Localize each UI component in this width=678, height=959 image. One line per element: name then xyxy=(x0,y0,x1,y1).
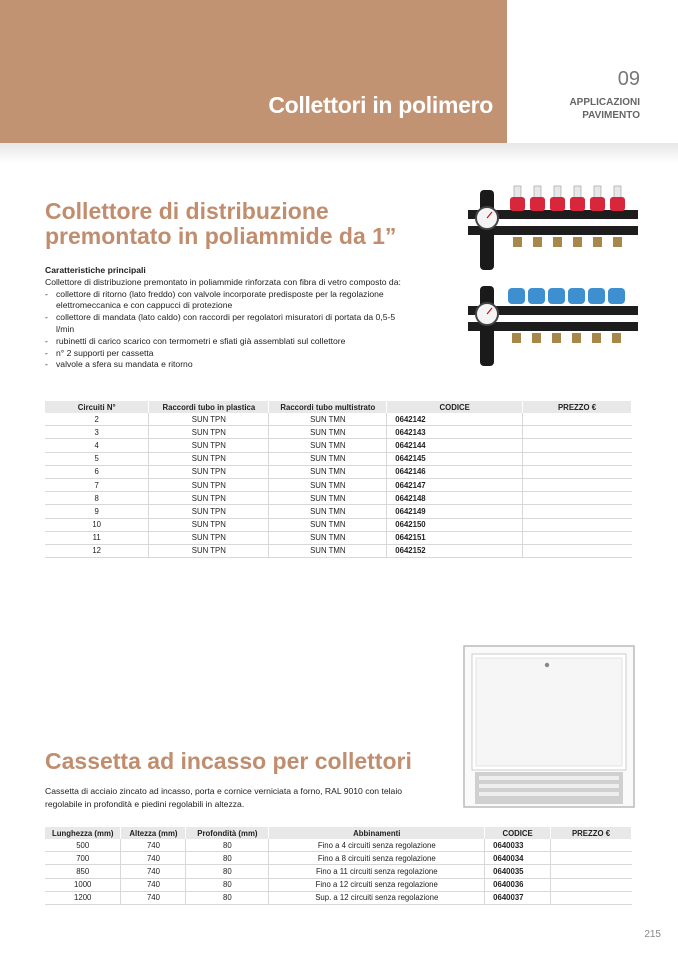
table-cell: SUN TMN xyxy=(269,518,387,531)
table-cell: 0642145 xyxy=(387,452,523,465)
table-cell: 740 xyxy=(121,878,186,891)
cabinet-price-table xyxy=(45,827,632,905)
table-cell: 80 xyxy=(186,865,269,878)
features-intro: Collettore di distribuzione premontato in poliammide rinforzata con fibra di vetro composto da: xyxy=(45,276,401,287)
table-row xyxy=(45,505,632,518)
table-cell: Fino a 4 circuiti senza regolazione xyxy=(269,839,485,852)
feature-item: - collettore di mandata (lato caldo) con raccordi per regolatori misuratori di portata da 0,5-5 l/min xyxy=(45,312,413,336)
table-cell: SUN TPN xyxy=(149,492,269,505)
table-cell: 740 xyxy=(121,865,186,878)
table-cell: SUN TPN xyxy=(149,465,269,478)
table-cell: 11 xyxy=(45,531,149,544)
table-cell xyxy=(523,531,632,544)
table-cell xyxy=(523,505,632,518)
table-cell: 0642152 xyxy=(387,544,523,557)
table-cell: 1000 xyxy=(45,878,121,891)
table-cell: 0640033 xyxy=(485,839,551,852)
table-row xyxy=(45,439,632,452)
table-cell: 740 xyxy=(121,852,186,865)
table-cell: SUN TMN xyxy=(269,413,387,426)
table-cell: 0640037 xyxy=(485,891,551,904)
feature-item: - collettore di ritorno (lato freddo) con valvole incorporate predisposte per la regolazione elettromeccanica e con cappucci di protezione xyxy=(45,289,413,313)
table-cell xyxy=(523,452,632,465)
table-cell: SUN TPN xyxy=(149,478,269,491)
table-cell: 740 xyxy=(121,891,186,904)
table-cell xyxy=(551,865,632,878)
table-cell: 6 xyxy=(45,465,149,478)
table-cell: 80 xyxy=(186,878,269,891)
table-cell: 12 xyxy=(45,544,149,557)
manifold-red-image xyxy=(458,182,643,274)
table-cell xyxy=(523,544,632,557)
table-row xyxy=(45,465,632,478)
features-title: Caratteristiche principali xyxy=(45,265,146,275)
table-cell: 80 xyxy=(186,852,269,865)
table-cell: SUN TMN xyxy=(269,452,387,465)
table-row xyxy=(45,878,632,891)
table-cell: 850 xyxy=(45,865,121,878)
table-row xyxy=(45,544,632,557)
table-cell: 1200 xyxy=(45,891,121,904)
table-row xyxy=(45,852,632,865)
table-cell: 0642148 xyxy=(387,492,523,505)
table-cell: SUN TMN xyxy=(269,505,387,518)
table-cell: 3 xyxy=(45,426,149,439)
manifold-price-table xyxy=(45,401,632,558)
table-cell: SUN TPN xyxy=(149,505,269,518)
header-shadow xyxy=(0,143,678,163)
column-header: CODICE xyxy=(485,827,551,839)
column-header: Circuiti N° xyxy=(45,401,149,413)
table-cell: 0640035 xyxy=(485,865,551,878)
table-cell: SUN TMN xyxy=(269,492,387,505)
section-label xyxy=(569,96,640,122)
table-cell xyxy=(523,439,632,452)
table-cell: SUN TPN xyxy=(149,452,269,465)
section-number: 09 xyxy=(617,68,640,90)
table-cell: SUN TMN xyxy=(269,465,387,478)
feature-item: - rubinetti di carico scarico con termometri e sfiati già assemblati sul collettore xyxy=(45,336,413,348)
table-cell: 0642143 xyxy=(387,426,523,439)
table-cell: 0640036 xyxy=(485,878,551,891)
table-cell xyxy=(523,518,632,531)
table-cell xyxy=(551,839,632,852)
table-cell xyxy=(551,852,632,865)
product1-title xyxy=(45,199,465,249)
table-row xyxy=(45,518,632,531)
table-cell xyxy=(523,465,632,478)
page-number: 215 xyxy=(644,929,661,940)
manifold-blue-image xyxy=(458,278,643,370)
table-cell: 500 xyxy=(45,839,121,852)
table-cell: 10 xyxy=(45,518,149,531)
table-cell: Sup. a 12 circuiti senza regolazione xyxy=(269,891,485,904)
table-cell: 0642147 xyxy=(387,478,523,491)
table-cell: 0642146 xyxy=(387,465,523,478)
table-row xyxy=(45,891,632,904)
table-cell: Fino a 12 circuiti senza regolazione xyxy=(269,878,485,891)
table-header-row xyxy=(45,401,632,413)
table-cell xyxy=(551,878,632,891)
column-header: Raccordi tubo in plastica xyxy=(149,401,269,413)
table-cell: SUN TPN xyxy=(149,413,269,426)
table-row xyxy=(45,413,632,426)
table-header-row xyxy=(45,827,632,839)
column-header: Altezza (mm) xyxy=(121,827,186,839)
product1-features xyxy=(45,265,413,371)
table-cell: 0642144 xyxy=(387,439,523,452)
table-cell: SUN TMN xyxy=(269,478,387,491)
table-cell: SUN TMN xyxy=(269,531,387,544)
table-cell xyxy=(523,492,632,505)
table-row xyxy=(45,478,632,491)
table-cell: SUN TPN xyxy=(149,518,269,531)
table-cell: 0642149 xyxy=(387,505,523,518)
table-cell xyxy=(523,426,632,439)
table-cell xyxy=(523,478,632,491)
features-list xyxy=(45,289,413,372)
table-cell: SUN TMN xyxy=(269,426,387,439)
table-cell: 7 xyxy=(45,478,149,491)
section-label-line: PAVIMENTO xyxy=(582,110,640,121)
table-row xyxy=(45,452,632,465)
header-banner xyxy=(0,0,507,143)
table-cell: 80 xyxy=(186,839,269,852)
table-cell: 2 xyxy=(45,413,149,426)
table-cell: SUN TPN xyxy=(149,426,269,439)
table-row xyxy=(45,839,632,852)
feature-item: - n° 2 supporti per cassetta xyxy=(45,348,413,360)
column-header: Profondità (mm) xyxy=(186,827,269,839)
table-row xyxy=(45,865,632,878)
product1-title-line: Collettore di distribuzione xyxy=(45,198,329,224)
section-label-line: APPLICAZIONI xyxy=(569,97,640,108)
table-cell: 0640034 xyxy=(485,852,551,865)
table-cell: 80 xyxy=(186,891,269,904)
page-title: Collettori in polimero xyxy=(268,92,493,118)
product2-description: Cassetta di acciaio zincato ad incasso, porta e cornice verniciata a forno, RAL 9010 con telaio regolabile in profondità e piedini regolabili in altezza. xyxy=(45,786,403,809)
table-cell: 700 xyxy=(45,852,121,865)
table-row xyxy=(45,492,632,505)
table-cell: SUN TMN xyxy=(269,544,387,557)
table-cell: 9 xyxy=(45,505,149,518)
column-header: CODICE xyxy=(387,401,523,413)
table-row xyxy=(45,426,632,439)
table-cell: SUN TPN xyxy=(149,531,269,544)
table-cell: 0642151 xyxy=(387,531,523,544)
column-header: Raccordi tubo multistrato xyxy=(269,401,387,413)
table-cell: 0642150 xyxy=(387,518,523,531)
product2-title: Cassetta ad incasso per collettori xyxy=(45,748,412,774)
table-cell: 5 xyxy=(45,452,149,465)
column-header: PREZZO € xyxy=(551,827,632,839)
table-cell: 0642142 xyxy=(387,413,523,426)
table-cell xyxy=(551,891,632,904)
table-cell: 740 xyxy=(121,839,186,852)
table-cell xyxy=(523,413,632,426)
table-cell: 8 xyxy=(45,492,149,505)
table-row xyxy=(45,531,632,544)
table-cell: Fino a 11 circuiti senza regolazione xyxy=(269,865,485,878)
column-header: PREZZO € xyxy=(523,401,632,413)
column-header: Abbinamenti xyxy=(269,827,485,839)
column-header: Lunghezza (mm) xyxy=(45,827,121,839)
feature-item: - valvole a sfera su mandata e ritorno xyxy=(45,359,413,371)
table-cell: 4 xyxy=(45,439,149,452)
table-cell: Fino a 8 circuiti senza regolazione xyxy=(269,852,485,865)
product1-title-line: premontato in poliammide da 1” xyxy=(45,223,397,249)
table-cell: SUN TMN xyxy=(269,439,387,452)
cabinet-image xyxy=(463,645,635,808)
table-cell: SUN TPN xyxy=(149,439,269,452)
table-cell: SUN TPN xyxy=(149,544,269,557)
